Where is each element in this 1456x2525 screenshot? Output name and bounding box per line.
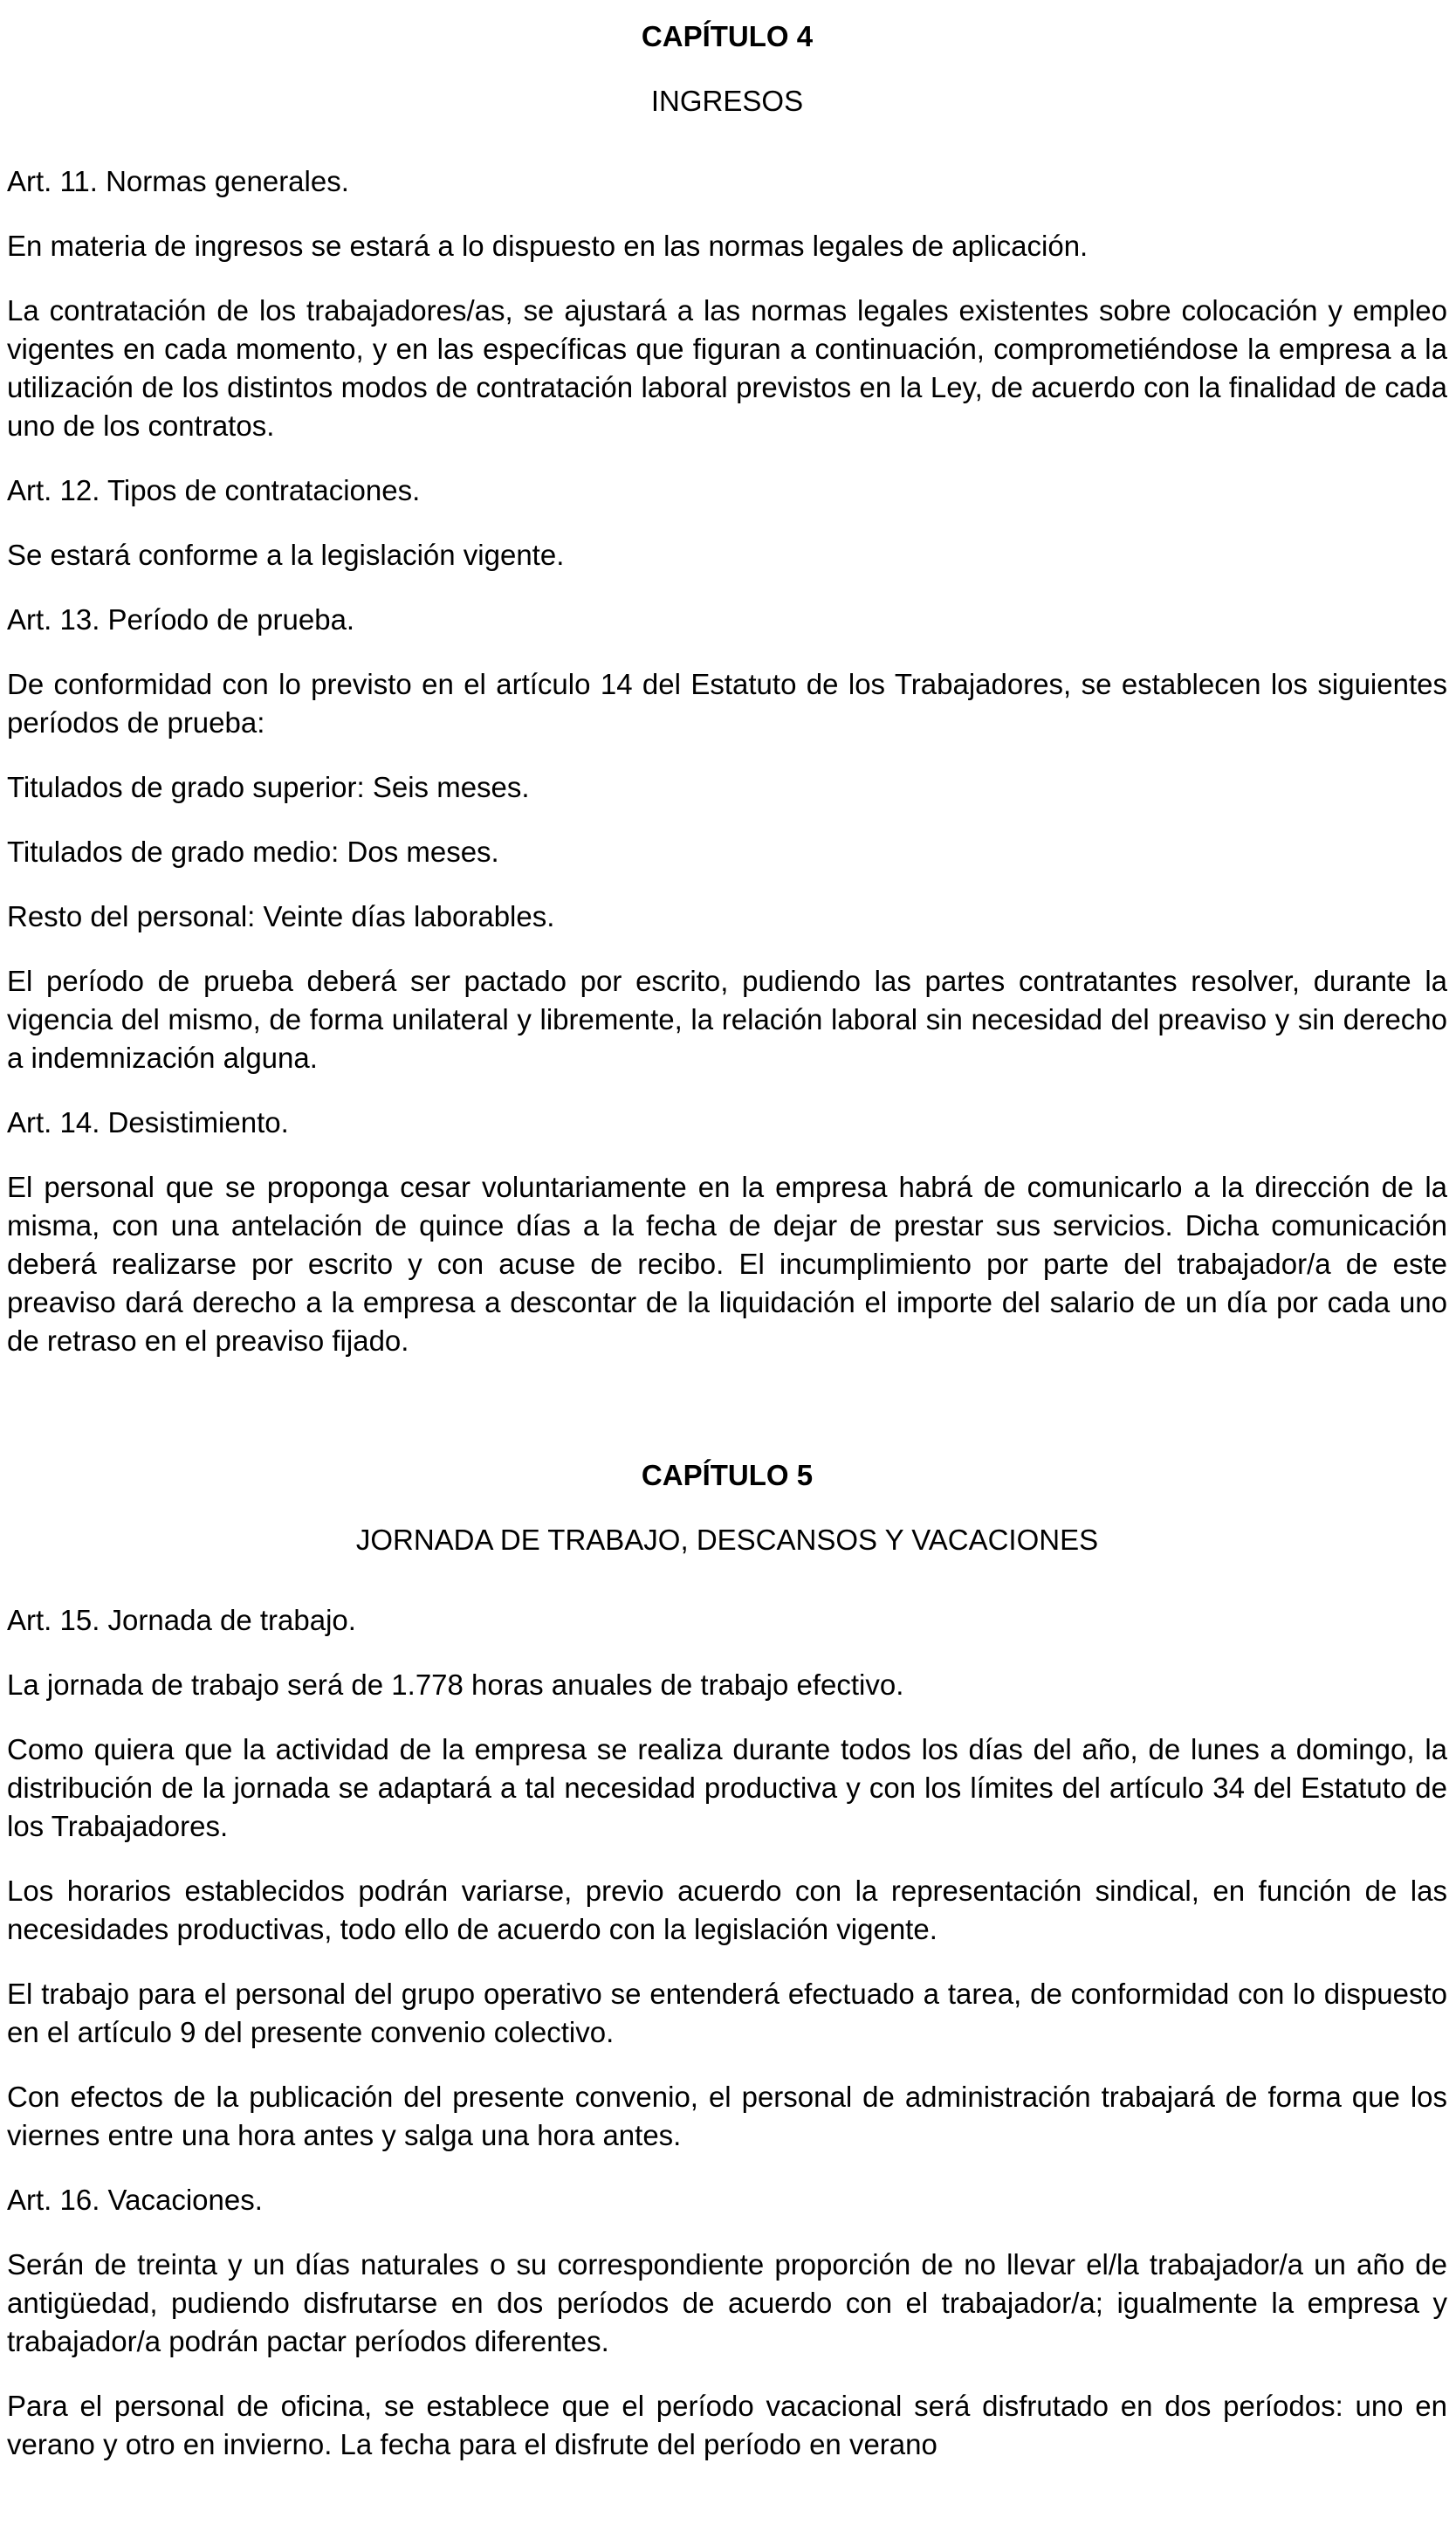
paragraph: Para el personal de oficina, se establece que el período vacacional será disfrutado en dos períodos: uno en verano y otro en invierno. La fecha para el disfrute del período en verano bbox=[7, 2390, 1447, 2460]
paragraph: Con efectos de la publicación del presente convenio, el personal de administración trabajará de forma que los viernes entre una hora antes y salga una hora antes. bbox=[7, 2081, 1447, 2151]
paragraph: El personal que se proponga cesar voluntariamente en la empresa habrá de comunicarlo a la dirección de la misma, con una antelación de quince días a la fecha de dejar de prestar sus servicios. Dicha comunicación deberá realizarse por escrito y con acuse de recibo. El incumplimiento por parte del trabajador/a de este preaviso dará derecho a la empresa a descontar de la liquidación el importe del salario de un día por cada uno de retraso en el preaviso fijado. bbox=[7, 1171, 1447, 1357]
paragraph: Se estará conforme a la legislación vigente. bbox=[7, 539, 565, 571]
chapter-title: CAPÍTULO 4 bbox=[641, 20, 814, 52]
paragraph: De conformidad con lo previsto en el artículo 14 del Estatuto de los Trabajadores, se establecen los siguientes períodos de prueba: bbox=[7, 668, 1447, 739]
article-heading: Art. 16. Vacaciones. bbox=[7, 2184, 263, 2216]
paragraph: Resto del personal: Veinte días laborables. bbox=[7, 900, 555, 932]
article-heading: Art. 14. Desistimiento. bbox=[7, 1106, 289, 1139]
paragraph: La contratación de los trabajadores/as, se ajustará a las normas legales existentes sobre colocación y empleo vigentes en cada momento, y en las específicas que figuran a continuación, comprometiéndose la empresa a la utilización de los distintos modos de contratación laboral previstos en la Ley, de acuerdo con la finalidad de cada uno de los contratos. bbox=[7, 294, 1447, 442]
chapter-subtitle: INGRESOS bbox=[650, 85, 804, 117]
paragraph: Como quiera que la actividad de la empresa se realiza durante todos los días del año, de lunes a domingo, la distribución de la jornada se adaptará a tal necesidad productiva y con los límites del artículo 34 del Estatuto de los Trabajadores. bbox=[7, 1733, 1447, 1842]
article-heading: Art. 11. Normas generales. bbox=[7, 165, 349, 197]
paragraph: El trabajo para el personal del grupo operativo se entenderá efectuado a tarea, de conformidad con lo dispuesto en el artículo 9 del presente convenio colectivo. bbox=[7, 1978, 1447, 2048]
article-heading: Art. 12. Tipos de contrataciones. bbox=[7, 474, 421, 506]
paragraph: En materia de ingresos se estará a lo dispuesto en las normas legales de aplicación. bbox=[7, 230, 1089, 262]
paragraph: El período de prueba deberá ser pactado por escrito, pudiendo las partes contratantes resolver, durante la vigencia del mismo, de forma unilateral y libremente, la relación laboral sin necesidad del preaviso y sin derecho a indemnización alguna. bbox=[7, 965, 1447, 1074]
chapter-title: CAPÍTULO 5 bbox=[641, 1459, 814, 1491]
paragraph: Los horarios establecidos podrán variarse, previo acuerdo con la representación sindical, en función de las necesidades productivas, todo ello de acuerdo con la legislación vigente. bbox=[7, 1875, 1447, 1945]
paragraph: Titulados de grado medio: Dos meses. bbox=[7, 836, 499, 868]
paragraph: Titulados de grado superior: Seis meses. bbox=[7, 771, 530, 803]
article-heading: Art. 13. Período de prueba. bbox=[7, 603, 355, 636]
document-content bbox=[7, 17, 1447, 2464]
paragraph: Serán de treinta y un días naturales o su correspondiente proporción de no llevar el/la trabajador/a un año de antigüedad, pudiendo disfrutarse en dos períodos de acuerdo con el trabajador/a; igualmente la empresa y trabajador/a podrán pactar períodos diferentes. bbox=[7, 2248, 1447, 2357]
chapter-subtitle: JORNADA DE TRABAJO, DESCANSOS Y VACACIONES bbox=[355, 1524, 1099, 1556]
paragraph: La jornada de trabajo será de 1.778 horas anuales de trabajo efectivo. bbox=[7, 1668, 904, 1701]
article-heading: Art. 15. Jornada de trabajo. bbox=[7, 1604, 356, 1636]
